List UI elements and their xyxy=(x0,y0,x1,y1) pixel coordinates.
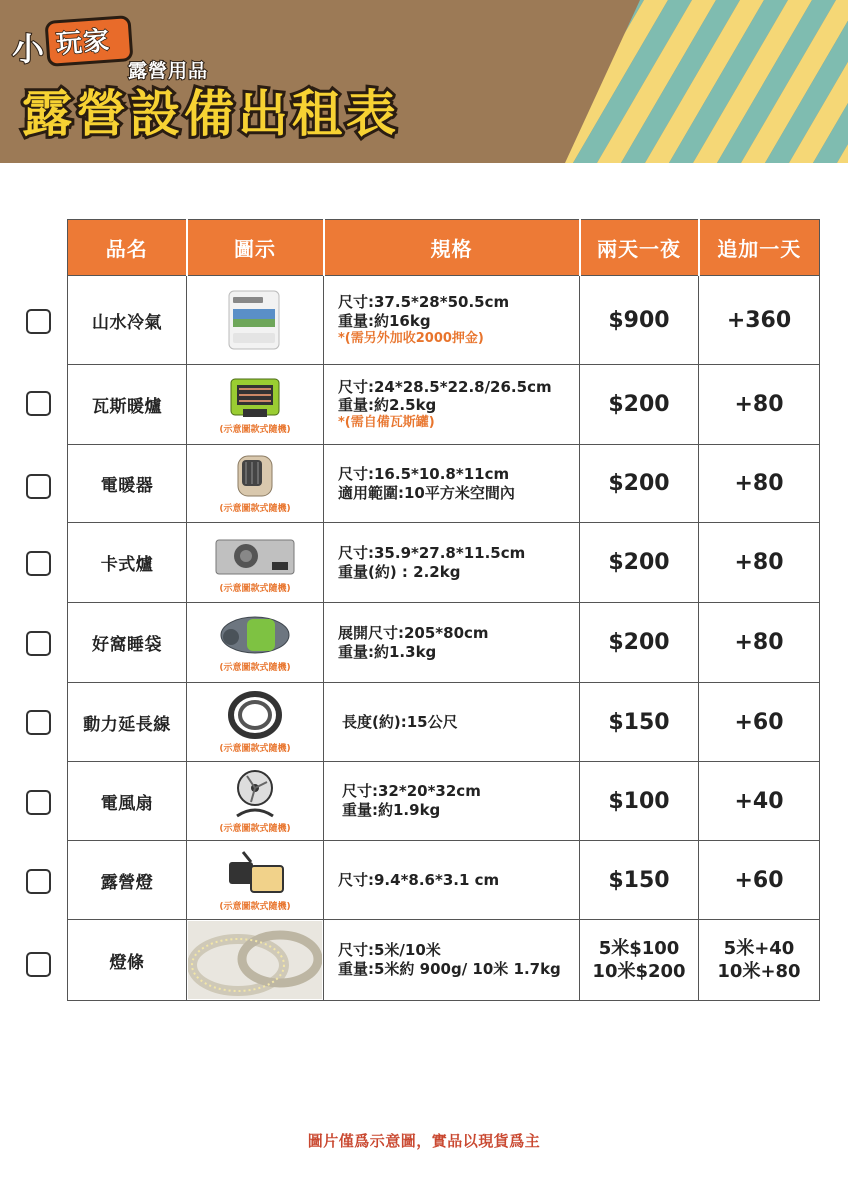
cassette-stove-icon xyxy=(212,532,298,580)
spec-line: 重量:約16kg xyxy=(338,311,431,330)
logo-text: 玩家 xyxy=(55,26,112,60)
table-row xyxy=(68,762,820,841)
item-name: 瓦斯暖爐 xyxy=(68,365,187,445)
item-name: 好窩睡袋 xyxy=(68,603,187,683)
checkbox-item-5[interactable] xyxy=(26,631,51,656)
item-spec xyxy=(324,762,580,841)
item-extra-day: +80 xyxy=(699,523,820,603)
table-header-row xyxy=(68,220,820,276)
header-price: 兩天一夜 xyxy=(580,220,699,276)
spec-line: 重量(約) : 2.2kg xyxy=(338,562,461,581)
item-extra-day: +60 xyxy=(699,683,820,762)
item-name: 露營燈 xyxy=(68,841,187,920)
electric-fan-icon xyxy=(227,768,283,820)
spec-line: 尺寸:35.9*27.8*11.5cm xyxy=(338,543,526,562)
spec-line: 尺寸:37.5*28*50.5cm xyxy=(338,293,510,312)
item-price: $200 xyxy=(580,365,699,445)
header-banner xyxy=(0,0,848,163)
brand-subtitle: 露營用品 xyxy=(128,60,209,82)
item-name: 電暖器 xyxy=(68,445,187,523)
price-5m: 5米$100 xyxy=(598,937,680,959)
checkbox-item-4[interactable] xyxy=(26,551,51,576)
item-extra-day xyxy=(699,920,820,1001)
rental-table xyxy=(67,219,820,1001)
camping-lamp-icon xyxy=(223,848,287,898)
item-name: 卡式爐 xyxy=(68,523,187,603)
item-price: $200 xyxy=(580,445,699,523)
footer-disclaimer: 圖片僅爲示意圖，實品以現貨爲主 xyxy=(307,1132,541,1150)
image-disclaimer: (示意圖款式隨機) xyxy=(219,744,291,754)
table-row xyxy=(68,523,820,603)
item-image-cell xyxy=(187,365,324,445)
extension-cord-icon xyxy=(225,690,285,740)
item-image-cell xyxy=(187,920,324,1001)
item-spec xyxy=(324,683,580,762)
gas-heater-icon xyxy=(225,375,285,421)
extra-10m: 10米+80 xyxy=(717,961,801,982)
table-row xyxy=(68,920,820,1001)
item-image-cell xyxy=(187,762,324,841)
spec-line: 重量:約1.9kg xyxy=(342,801,441,819)
spec-line: 展開尺寸:205*80cm xyxy=(338,623,489,642)
table-row xyxy=(68,276,820,365)
item-extra-day: +80 xyxy=(699,603,820,683)
header-image: 圖示 xyxy=(187,220,324,276)
spec-line: 尺寸:9.4*8.6*3.1 cm xyxy=(338,870,500,889)
item-image-cell xyxy=(187,445,324,523)
spec-line: 適用範圍:10平方米空間內 xyxy=(338,483,515,502)
item-spec xyxy=(324,523,580,603)
item-name: 燈條 xyxy=(68,920,187,1001)
checkbox-item-1[interactable] xyxy=(26,309,51,334)
item-name: 山水冷氣 xyxy=(68,276,187,365)
item-extra-day: +60 xyxy=(699,841,820,920)
electric-heater-icon xyxy=(230,454,280,500)
image-disclaimer: (示意圖款式隨機) xyxy=(219,662,291,673)
item-extra-day: +80 xyxy=(699,365,820,445)
stripe xyxy=(453,0,572,163)
stripe xyxy=(405,0,524,163)
image-disclaimer: (示意圖款式隨機) xyxy=(219,583,291,594)
checkbox-item-8[interactable] xyxy=(26,869,51,894)
checkbox-item-3[interactable] xyxy=(26,474,51,499)
extra-5m: 5米+40 xyxy=(723,937,795,959)
image-disclaimer: (示意圖款式隨機) xyxy=(219,503,291,514)
price-10m: 10米$200 xyxy=(592,961,686,982)
item-image-cell xyxy=(187,276,324,365)
spec-line: 重量:約1.3kg xyxy=(338,642,437,661)
image-disclaimer: (示意圖款式隨機) xyxy=(219,824,291,834)
item-spec xyxy=(324,841,580,920)
item-spec xyxy=(324,920,580,1001)
item-price: $200 xyxy=(580,523,699,603)
checkbox-item-9[interactable] xyxy=(26,952,51,977)
item-extra-day: +40 xyxy=(699,762,820,841)
table-row xyxy=(68,445,820,523)
spec-line: 重量:約2.5kg xyxy=(338,396,437,415)
item-name: 電風扇 xyxy=(68,762,187,841)
checkbox-item-6[interactable] xyxy=(26,710,51,735)
spec-line: 尺寸:5米/10米 xyxy=(338,941,441,960)
spec-line: 重量:5米約 900g/ 10米 1.7kg xyxy=(338,960,561,978)
item-spec xyxy=(324,445,580,523)
header-extra: 追加一天 xyxy=(699,220,820,276)
item-image-cell xyxy=(187,841,324,920)
checkbox-item-2[interactable] xyxy=(26,391,51,416)
spec-line: 尺寸:32*20*32cm xyxy=(342,782,481,801)
header-spec: 規格 xyxy=(324,220,580,276)
item-spec xyxy=(324,276,580,365)
logo-xiao-char: 小 xyxy=(12,30,45,68)
spec-line: 尺寸:24*28.5*22.8/26.5cm xyxy=(338,377,552,396)
item-image-cell xyxy=(187,603,324,683)
item-spec xyxy=(324,603,580,683)
page-title: 露營設備出租表 xyxy=(22,85,400,143)
item-price: $100 xyxy=(580,762,699,841)
checkbox-item-7[interactable] xyxy=(26,790,51,815)
table-row xyxy=(68,603,820,683)
item-price: $150 xyxy=(580,683,699,762)
spec-line: 長度(約):15公尺 xyxy=(342,712,458,731)
image-disclaimer: (示意圖款式隨機) xyxy=(219,902,291,912)
stripe xyxy=(429,0,548,163)
image-disclaimer: (示意圖款式隨機) xyxy=(219,424,291,435)
item-price: $900 xyxy=(580,276,699,365)
led-strip-icon xyxy=(188,921,322,999)
spec-line: 尺寸:16.5*10.8*11cm xyxy=(338,464,510,483)
item-price xyxy=(580,920,699,1001)
item-price: $150 xyxy=(580,841,699,920)
sleeping-bag-icon xyxy=(217,613,293,659)
item-extra-day: +360 xyxy=(699,276,820,365)
item-spec xyxy=(324,365,580,445)
spec-note: *(需另外加收2000押金) xyxy=(338,330,484,346)
brand-logo xyxy=(12,18,132,78)
item-image-cell xyxy=(187,523,324,603)
item-image-cell xyxy=(187,683,324,762)
item-price: $200 xyxy=(580,603,699,683)
spec-note: *(需自備瓦斯罐) xyxy=(338,415,435,431)
table-row xyxy=(68,841,820,920)
item-name: 動力延長線 xyxy=(68,683,187,762)
table-row xyxy=(68,365,820,445)
air-conditioner-icon xyxy=(223,289,287,351)
header-name: 品名 xyxy=(68,220,187,276)
table-row xyxy=(68,683,820,762)
item-extra-day: +80 xyxy=(699,445,820,523)
